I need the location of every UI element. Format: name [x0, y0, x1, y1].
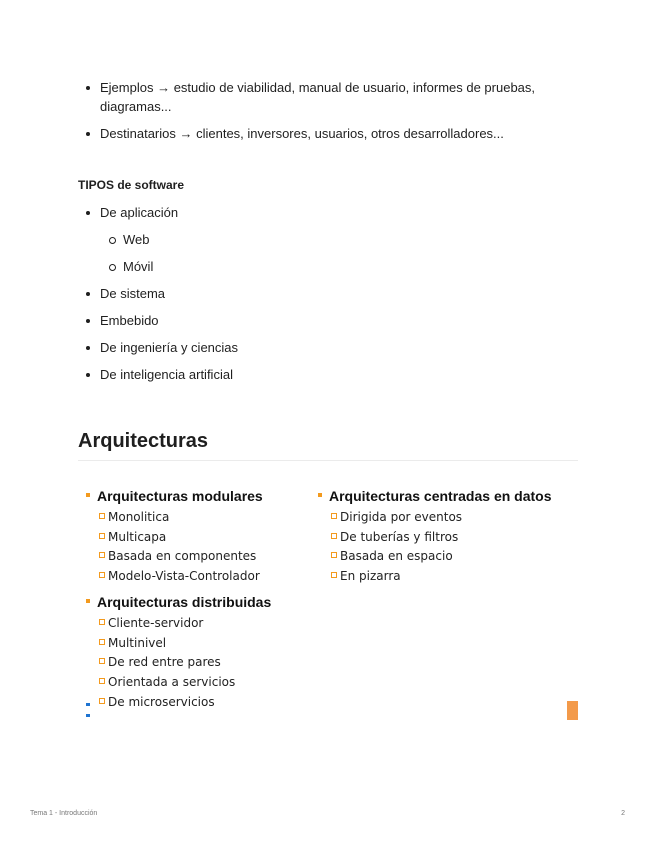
list-item: De sistema: [78, 284, 478, 311]
group-title: Arquitecturas centradas en datos: [318, 487, 588, 505]
page-number: 2: [621, 810, 625, 817]
data-centered-architectures-group: [318, 487, 588, 587]
list-item: De aplicación: [78, 203, 478, 230]
slide-accent-block: [567, 701, 578, 720]
slide-marker: [86, 714, 90, 717]
list-item: Multicapa: [86, 528, 316, 548]
list-item: Destinatarios → clientes, inversores, usuarios, otros desarrolladores...: [78, 124, 578, 143]
list-item: Monolitica: [86, 508, 316, 528]
list-item: Orientada a servicios: [86, 673, 316, 693]
group-items: [318, 508, 588, 587]
list-item: Basada en componentes: [86, 547, 316, 567]
list-item: Modelo-Vista-Controlador: [86, 567, 316, 587]
modular-architectures-group: [86, 487, 316, 587]
distributed-architectures-group: [86, 593, 316, 713]
list-item: Multinivel: [86, 634, 316, 654]
section-title: Arquitecturas: [78, 430, 209, 452]
list-item: De red entre pares: [86, 653, 316, 673]
list-item: Basada en espacio: [318, 547, 588, 567]
list-item: De microservicios: [86, 693, 316, 713]
section-divider: [78, 460, 578, 461]
slide-marker: [86, 703, 90, 706]
group-items: [86, 508, 316, 587]
footer-chapter: Tema 1 - Introducción: [30, 810, 98, 817]
intro-list: [78, 78, 578, 151]
list-item: Ejemplos → estudio de viabilidad, manual de usuario, informes de pruebas, diagramas...: [78, 78, 578, 116]
group-title: Arquitecturas distribuidas: [86, 593, 316, 611]
software-types-list: [78, 203, 478, 392]
sub-list-item: Móvil: [78, 257, 478, 284]
architectures-right-column: [318, 487, 588, 593]
sub-list-item: Web: [78, 230, 478, 257]
section-subtitle: TIPOS de software: [78, 178, 185, 192]
group-title: Arquitecturas modulares: [86, 487, 316, 505]
list-item: De inteligencia artificial: [78, 365, 478, 392]
list-item: Embebido: [78, 311, 478, 338]
list-item: Dirigida por eventos: [318, 508, 588, 528]
list-item: Cliente-servidor: [86, 614, 316, 634]
architectures-left-column: [86, 487, 316, 718]
list-item: De tuberías y filtros: [318, 528, 588, 548]
list-item: En pizarra: [318, 567, 588, 587]
group-items: [86, 614, 316, 713]
list-item: De ingeniería y ciencias: [78, 338, 478, 365]
